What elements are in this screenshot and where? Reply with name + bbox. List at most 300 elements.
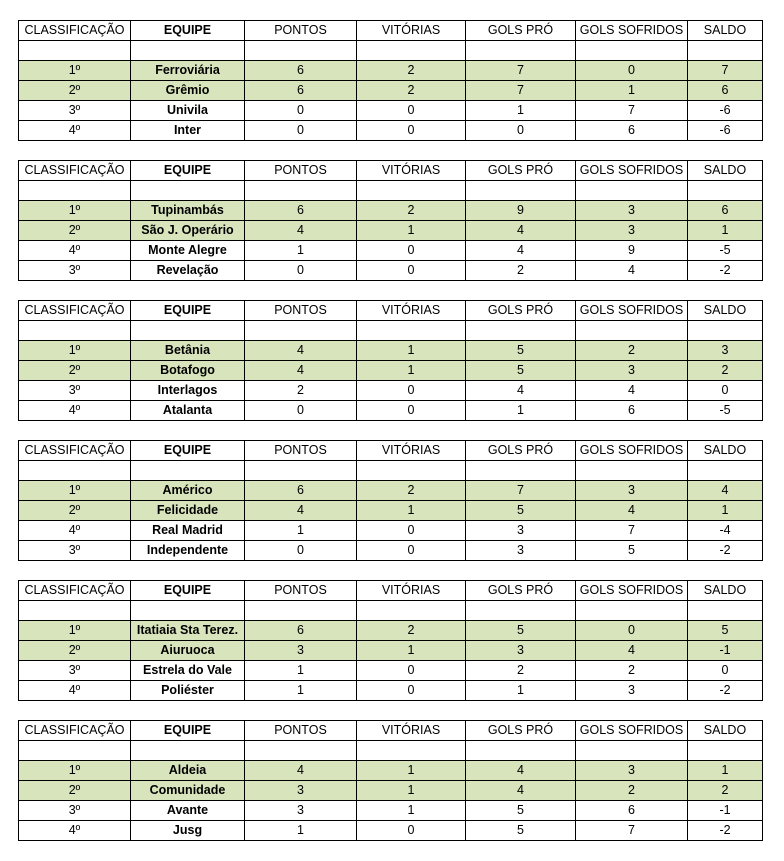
standings-table xyxy=(18,720,763,841)
cell-points: 0 xyxy=(245,261,357,281)
header-classification: CLASSIFICAÇÃO xyxy=(19,161,131,181)
cell-team: Real Madrid xyxy=(131,521,245,541)
cell-goals-against: 3 xyxy=(576,481,688,501)
blank-cell xyxy=(131,321,245,341)
table-row xyxy=(19,201,763,221)
cell-classification: 1º xyxy=(19,481,131,501)
cell-goals-for: 2 xyxy=(466,661,576,681)
cell-wins: 1 xyxy=(357,341,466,361)
cell-classification: 3º xyxy=(19,661,131,681)
blank-cell xyxy=(357,741,466,761)
table-row xyxy=(19,801,763,821)
blank-cell xyxy=(131,461,245,481)
blank-cell xyxy=(245,321,357,341)
cell-goals-for: 3 xyxy=(466,541,576,561)
blank-cell xyxy=(688,41,763,61)
cell-classification: 4º xyxy=(19,401,131,421)
cell-goals-for: 7 xyxy=(466,81,576,101)
cell-wins: 1 xyxy=(357,781,466,801)
header-team: EQUIPE xyxy=(131,21,245,41)
blank-cell xyxy=(576,41,688,61)
header-goals-against: GOLS SOFRIDOS xyxy=(576,721,688,741)
cell-goals-against: 7 xyxy=(576,821,688,841)
blank-cell xyxy=(245,601,357,621)
table-row xyxy=(19,361,763,381)
table-row xyxy=(19,101,763,121)
cell-wins: 0 xyxy=(357,661,466,681)
cell-goals-for: 9 xyxy=(466,201,576,221)
header-goal-difference: SALDO xyxy=(688,721,763,741)
blank-cell xyxy=(19,41,131,61)
cell-goals-for: 7 xyxy=(466,61,576,81)
header-goals-against: GOLS SOFRIDOS xyxy=(576,581,688,601)
cell-wins: 1 xyxy=(357,801,466,821)
cell-goals-for: 4 xyxy=(466,241,576,261)
header-goals-against: GOLS SOFRIDOS xyxy=(576,301,688,321)
cell-goals-against: 9 xyxy=(576,241,688,261)
cell-points: 3 xyxy=(245,781,357,801)
table-row xyxy=(19,521,763,541)
header-goals-for: GOLS PRÓ xyxy=(466,721,576,741)
blank-cell xyxy=(19,461,131,481)
cell-goals-for: 1 xyxy=(466,101,576,121)
cell-wins: 1 xyxy=(357,361,466,381)
blank-cell xyxy=(688,741,763,761)
cell-goal-difference: 6 xyxy=(688,81,763,101)
header-team: EQUIPE xyxy=(131,721,245,741)
cell-goal-difference: 2 xyxy=(688,361,763,381)
cell-goal-difference: -5 xyxy=(688,241,763,261)
header-row xyxy=(19,161,763,181)
table-row xyxy=(19,241,763,261)
cell-team: Itatiaia Sta Terez. xyxy=(131,621,245,641)
cell-points: 4 xyxy=(245,501,357,521)
cell-goals-for: 3 xyxy=(466,641,576,661)
header-goal-difference: SALDO xyxy=(688,301,763,321)
header-classification: CLASSIFICAÇÃO xyxy=(19,21,131,41)
cell-goals-for: 0 xyxy=(466,121,576,141)
blank-cell xyxy=(357,41,466,61)
header-row xyxy=(19,21,763,41)
header-goal-difference: SALDO xyxy=(688,441,763,461)
cell-goals-against: 2 xyxy=(576,341,688,361)
cell-goal-difference: 6 xyxy=(688,201,763,221)
header-goals-against: GOLS SOFRIDOS xyxy=(576,161,688,181)
table-row xyxy=(19,261,763,281)
header-classification: CLASSIFICAÇÃO xyxy=(19,301,131,321)
header-classification: CLASSIFICAÇÃO xyxy=(19,441,131,461)
cell-goals-against: 4 xyxy=(576,501,688,521)
header-team: EQUIPE xyxy=(131,161,245,181)
header-points: PONTOS xyxy=(245,161,357,181)
table-row xyxy=(19,541,763,561)
cell-classification: 2º xyxy=(19,361,131,381)
cell-goal-difference: -2 xyxy=(688,541,763,561)
cell-goal-difference: 5 xyxy=(688,621,763,641)
blank-cell xyxy=(245,181,357,201)
cell-points: 4 xyxy=(245,361,357,381)
header-team: EQUIPE xyxy=(131,581,245,601)
header-goals-for: GOLS PRÓ xyxy=(466,581,576,601)
table-row xyxy=(19,61,763,81)
group-table-6 xyxy=(18,720,763,841)
cell-points: 1 xyxy=(245,521,357,541)
cell-goal-difference: -1 xyxy=(688,641,763,661)
blank-row xyxy=(19,461,763,481)
cell-team: Comunidade xyxy=(131,781,245,801)
blank-cell xyxy=(19,741,131,761)
blank-cell xyxy=(19,601,131,621)
cell-team: Interlagos xyxy=(131,381,245,401)
table-row xyxy=(19,221,763,241)
cell-goals-for: 1 xyxy=(466,681,576,701)
header-row xyxy=(19,721,763,741)
cell-classification: 4º xyxy=(19,521,131,541)
blank-cell xyxy=(688,321,763,341)
cell-goal-difference: -2 xyxy=(688,821,763,841)
cell-team: Felicidade xyxy=(131,501,245,521)
header-goal-difference: SALDO xyxy=(688,21,763,41)
header-wins: VITÓRIAS xyxy=(357,721,466,741)
cell-goals-against: 4 xyxy=(576,261,688,281)
blank-cell xyxy=(576,181,688,201)
blank-cell xyxy=(357,461,466,481)
cell-goals-against: 7 xyxy=(576,101,688,121)
cell-goal-difference: -4 xyxy=(688,521,763,541)
cell-points: 6 xyxy=(245,61,357,81)
cell-team: Avante xyxy=(131,801,245,821)
cell-classification: 1º xyxy=(19,761,131,781)
cell-goal-difference: 0 xyxy=(688,381,763,401)
cell-team: Univila xyxy=(131,101,245,121)
cell-goals-for: 5 xyxy=(466,621,576,641)
blank-cell xyxy=(466,461,576,481)
standings-table xyxy=(18,580,763,701)
cell-classification: 1º xyxy=(19,61,131,81)
table-row xyxy=(19,381,763,401)
cell-classification: 2º xyxy=(19,641,131,661)
cell-team: Jusg xyxy=(131,821,245,841)
cell-classification: 3º xyxy=(19,541,131,561)
cell-goals-for: 4 xyxy=(466,761,576,781)
cell-goals-for: 7 xyxy=(466,481,576,501)
cell-classification: 3º xyxy=(19,381,131,401)
header-classification: CLASSIFICAÇÃO xyxy=(19,721,131,741)
cell-classification: 3º xyxy=(19,101,131,121)
header-wins: VITÓRIAS xyxy=(357,441,466,461)
cell-classification: 1º xyxy=(19,201,131,221)
blank-cell xyxy=(688,601,763,621)
cell-team: Betânia xyxy=(131,341,245,361)
cell-wins: 2 xyxy=(357,621,466,641)
cell-classification: 4º xyxy=(19,241,131,261)
cell-goals-against: 3 xyxy=(576,221,688,241)
standings-table xyxy=(18,160,763,281)
cell-goals-for: 5 xyxy=(466,801,576,821)
cell-points: 1 xyxy=(245,661,357,681)
group-table-4 xyxy=(18,440,763,561)
table-row xyxy=(19,401,763,421)
cell-goals-for: 2 xyxy=(466,261,576,281)
blank-row xyxy=(19,321,763,341)
cell-goals-against: 2 xyxy=(576,781,688,801)
cell-points: 2 xyxy=(245,381,357,401)
cell-goal-difference: -6 xyxy=(688,121,763,141)
cell-team: Monte Alegre xyxy=(131,241,245,261)
blank-cell xyxy=(245,41,357,61)
cell-goals-against: 0 xyxy=(576,621,688,641)
blank-cell xyxy=(466,41,576,61)
cell-classification: 2º xyxy=(19,81,131,101)
cell-team: São J. Operário xyxy=(131,221,245,241)
table-row xyxy=(19,781,763,801)
cell-wins: 2 xyxy=(357,81,466,101)
cell-goal-difference: 1 xyxy=(688,761,763,781)
header-goals-for: GOLS PRÓ xyxy=(466,301,576,321)
cell-goals-against: 7 xyxy=(576,521,688,541)
cell-points: 0 xyxy=(245,121,357,141)
header-wins: VITÓRIAS xyxy=(357,301,466,321)
cell-points: 6 xyxy=(245,621,357,641)
cell-classification: 3º xyxy=(19,261,131,281)
cell-points: 1 xyxy=(245,681,357,701)
table-row xyxy=(19,821,763,841)
header-goals-against: GOLS SOFRIDOS xyxy=(576,21,688,41)
cell-goals-against: 3 xyxy=(576,681,688,701)
cell-classification: 1º xyxy=(19,621,131,641)
header-row xyxy=(19,301,763,321)
cell-team: Estrela do Vale xyxy=(131,661,245,681)
header-points: PONTOS xyxy=(245,721,357,741)
blank-cell xyxy=(357,321,466,341)
table-row xyxy=(19,81,763,101)
cell-team: Ferroviária xyxy=(131,61,245,81)
cell-wins: 0 xyxy=(357,401,466,421)
header-points: PONTOS xyxy=(245,441,357,461)
cell-wins: 2 xyxy=(357,201,466,221)
table-row xyxy=(19,121,763,141)
cell-wins: 1 xyxy=(357,221,466,241)
table-row xyxy=(19,641,763,661)
header-points: PONTOS xyxy=(245,581,357,601)
blank-cell xyxy=(19,321,131,341)
blank-cell xyxy=(131,601,245,621)
cell-goal-difference: -5 xyxy=(688,401,763,421)
group-table-1 xyxy=(18,20,763,141)
group-table-5 xyxy=(18,580,763,701)
cell-goal-difference: 3 xyxy=(688,341,763,361)
cell-team: Botafogo xyxy=(131,361,245,381)
cell-team: Américo xyxy=(131,481,245,501)
header-row xyxy=(19,581,763,601)
header-row xyxy=(19,441,763,461)
cell-goals-for: 1 xyxy=(466,401,576,421)
cell-goals-for: 3 xyxy=(466,521,576,541)
cell-goals-against: 3 xyxy=(576,201,688,221)
cell-points: 4 xyxy=(245,221,357,241)
cell-goals-against: 2 xyxy=(576,661,688,681)
cell-classification: 2º xyxy=(19,221,131,241)
header-wins: VITÓRIAS xyxy=(357,161,466,181)
cell-classification: 4º xyxy=(19,821,131,841)
cell-points: 4 xyxy=(245,761,357,781)
header-points: PONTOS xyxy=(245,21,357,41)
cell-wins: 0 xyxy=(357,121,466,141)
cell-goals-against: 3 xyxy=(576,361,688,381)
cell-goals-against: 6 xyxy=(576,121,688,141)
blank-cell xyxy=(131,41,245,61)
cell-goal-difference: -1 xyxy=(688,801,763,821)
cell-team: Inter xyxy=(131,121,245,141)
cell-goal-difference: -2 xyxy=(688,261,763,281)
blank-cell xyxy=(576,461,688,481)
header-team: EQUIPE xyxy=(131,441,245,461)
cell-goals-for: 4 xyxy=(466,781,576,801)
cell-team: Aldeia xyxy=(131,761,245,781)
blank-cell xyxy=(245,741,357,761)
blank-cell xyxy=(466,321,576,341)
cell-team: Aiuruoca xyxy=(131,641,245,661)
cell-goals-against: 0 xyxy=(576,61,688,81)
blank-row xyxy=(19,181,763,201)
blank-cell xyxy=(245,461,357,481)
cell-goals-for: 5 xyxy=(466,501,576,521)
cell-goals-against: 6 xyxy=(576,401,688,421)
blank-cell xyxy=(576,321,688,341)
cell-wins: 0 xyxy=(357,381,466,401)
table-row xyxy=(19,681,763,701)
cell-team: Poliéster xyxy=(131,681,245,701)
cell-points: 6 xyxy=(245,481,357,501)
cell-wins: 1 xyxy=(357,501,466,521)
cell-wins: 2 xyxy=(357,481,466,501)
cell-team: Atalanta xyxy=(131,401,245,421)
cell-goals-for: 5 xyxy=(466,361,576,381)
cell-goal-difference: 1 xyxy=(688,501,763,521)
cell-goals-against: 4 xyxy=(576,381,688,401)
table-row xyxy=(19,481,763,501)
cell-team: Independente xyxy=(131,541,245,561)
cell-classification: 3º xyxy=(19,801,131,821)
blank-row xyxy=(19,41,763,61)
header-classification: CLASSIFICAÇÃO xyxy=(19,581,131,601)
cell-team: Revelação xyxy=(131,261,245,281)
table-row xyxy=(19,341,763,361)
cell-goals-for: 4 xyxy=(466,221,576,241)
cell-wins: 0 xyxy=(357,541,466,561)
blank-cell xyxy=(466,741,576,761)
blank-cell xyxy=(466,181,576,201)
cell-goal-difference: -6 xyxy=(688,101,763,121)
cell-points: 6 xyxy=(245,201,357,221)
blank-cell xyxy=(576,601,688,621)
cell-points: 4 xyxy=(245,341,357,361)
blank-cell xyxy=(357,601,466,621)
cell-wins: 0 xyxy=(357,101,466,121)
header-goals-for: GOLS PRÓ xyxy=(466,441,576,461)
cell-classification: 4º xyxy=(19,681,131,701)
cell-goals-for: 4 xyxy=(466,381,576,401)
header-goals-for: GOLS PRÓ xyxy=(466,161,576,181)
cell-wins: 0 xyxy=(357,241,466,261)
cell-points: 1 xyxy=(245,821,357,841)
cell-team: Grêmio xyxy=(131,81,245,101)
cell-wins: 0 xyxy=(357,521,466,541)
header-goals-for: GOLS PRÓ xyxy=(466,21,576,41)
header-team: EQUIPE xyxy=(131,301,245,321)
cell-classification: 2º xyxy=(19,501,131,521)
standings-table xyxy=(18,20,763,141)
table-row xyxy=(19,761,763,781)
table-row xyxy=(19,621,763,641)
cell-points: 3 xyxy=(245,801,357,821)
cell-points: 6 xyxy=(245,81,357,101)
cell-points: 0 xyxy=(245,401,357,421)
blank-cell xyxy=(576,741,688,761)
blank-row xyxy=(19,601,763,621)
blank-cell xyxy=(357,181,466,201)
header-wins: VITÓRIAS xyxy=(357,581,466,601)
cell-goal-difference: 0 xyxy=(688,661,763,681)
cell-wins: 2 xyxy=(357,61,466,81)
cell-wins: 0 xyxy=(357,681,466,701)
cell-wins: 0 xyxy=(357,261,466,281)
cell-classification: 1º xyxy=(19,341,131,361)
cell-wins: 1 xyxy=(357,761,466,781)
standings-table xyxy=(18,300,763,421)
cell-goals-for: 5 xyxy=(466,821,576,841)
table-row xyxy=(19,501,763,521)
blank-cell xyxy=(131,181,245,201)
cell-wins: 1 xyxy=(357,641,466,661)
cell-goal-difference: 2 xyxy=(688,781,763,801)
cell-classification: 4º xyxy=(19,121,131,141)
header-points: PONTOS xyxy=(245,301,357,321)
blank-cell xyxy=(466,601,576,621)
cell-goals-against: 3 xyxy=(576,761,688,781)
cell-goal-difference: -2 xyxy=(688,681,763,701)
table-row xyxy=(19,661,763,681)
cell-goals-for: 5 xyxy=(466,341,576,361)
cell-goal-difference: 7 xyxy=(688,61,763,81)
blank-cell xyxy=(19,181,131,201)
cell-goals-against: 1 xyxy=(576,81,688,101)
blank-row xyxy=(19,741,763,761)
cell-goal-difference: 1 xyxy=(688,221,763,241)
cell-goal-difference: 4 xyxy=(688,481,763,501)
cell-goals-against: 4 xyxy=(576,641,688,661)
cell-points: 3 xyxy=(245,641,357,661)
header-goal-difference: SALDO xyxy=(688,161,763,181)
header-goal-difference: SALDO xyxy=(688,581,763,601)
blank-cell xyxy=(688,181,763,201)
cell-goals-against: 6 xyxy=(576,801,688,821)
blank-cell xyxy=(688,461,763,481)
header-goals-against: GOLS SOFRIDOS xyxy=(576,441,688,461)
cell-classification: 2º xyxy=(19,781,131,801)
cell-wins: 0 xyxy=(357,821,466,841)
header-wins: VITÓRIAS xyxy=(357,21,466,41)
blank-cell xyxy=(131,741,245,761)
cell-points: 0 xyxy=(245,101,357,121)
cell-points: 0 xyxy=(245,541,357,561)
cell-team: Tupinambás xyxy=(131,201,245,221)
cell-goals-against: 5 xyxy=(576,541,688,561)
standings-table xyxy=(18,440,763,561)
group-table-2 xyxy=(18,160,763,281)
cell-points: 1 xyxy=(245,241,357,261)
group-table-3 xyxy=(18,300,763,421)
